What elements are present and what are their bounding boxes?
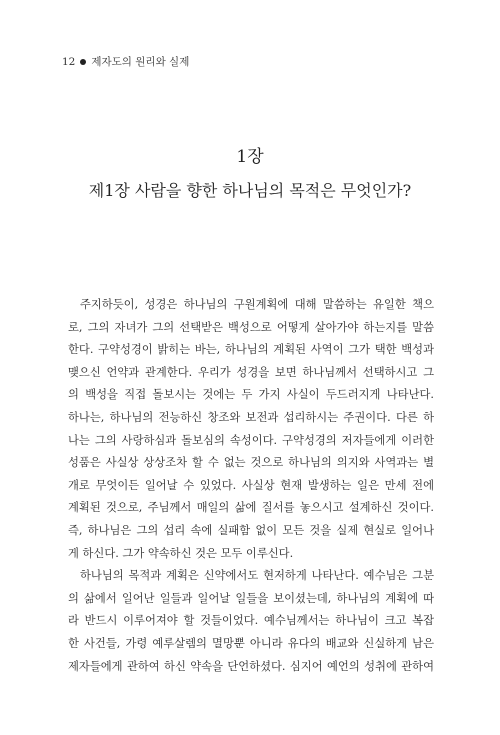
body-line: 하나님의 목적과 계획은 신약에서도 현저하게 나타난다. 예수님은 그분: [80, 569, 434, 583]
body-line: 라 반드시 이루어져야 할 것들이었다. 예수님께서는 하나님이 크고 복잡: [68, 614, 434, 628]
body-line: 하나는, 하나님의 전능하신 창조와 보전과 섭리하시는 주권이다. 다른 하: [68, 410, 434, 424]
body-line: 성품은 사실상 상상조차 할 수 없는 것으로 하나님의 의지와 사역과는 별: [68, 456, 434, 470]
body-line: 개로 무엇이든 일어날 수 있었다. 사실상 현재 발생하는 일은 만세 전에: [68, 478, 434, 492]
chapter-number: 1장: [236, 147, 264, 167]
body-line: 제자들에게 관하여 하신 약속을 단언하셨다. 심지어 예언의 성취에 관하여: [68, 659, 434, 673]
book-title: 제자도의 원리와 실제: [91, 56, 190, 68]
body-line: 게 하신다. 그가 약속하신 것은 모두 이루신다.: [68, 546, 294, 560]
body-line: 주지하듯이, 성경은 하나님의 구원계획에 대해 말씀하는 유일한 책으: [80, 298, 434, 311]
body-line: 의 백성을 직접 돌보시는 것에는 두 가지 사실이 두드러지게 나타난다.: [68, 388, 434, 402]
body-line: 즉, 하나님은 그의 섭리 속에 실패함 없이 모든 것을 실제 현실로 일어나: [68, 523, 434, 537]
body-line: 계획된 것으로, 주님께서 매일의 삶에 질서를 놓으시고 설계하신 것이다.: [68, 501, 434, 515]
bullet-dot-icon: [80, 59, 86, 65]
body-line: 나는 그의 사랑하심과 돌보심의 속성이다. 구약성경의 저자들에게 이러한: [68, 433, 434, 447]
body-line: 의 삶에서 일어난 일들과 일어날 일들을 보이셨는데, 하나님의 계획에 따: [68, 591, 434, 605]
body-line: 한다. 구약성경이 밝히는 바는, 하나님의 계획된 사역이 그가 택한 백성과: [68, 343, 434, 357]
body-line: 한 사건들, 가령 예루살렘의 멸망뿐 아니라 유다의 배교와 신실하게 남은: [68, 636, 434, 650]
running-head: [62, 54, 189, 69]
chapter-title: 제1장 사람을 향한 하나님의 목적은 무엇인가?: [88, 181, 412, 200]
page-number: 12: [62, 56, 76, 68]
body-line: 맺으신 언약과 관계한다. 우리가 성경을 보면 하나님께서 선택하시고 그: [68, 365, 434, 379]
body-line: 로, 그의 자녀가 그의 선택받은 백성으로 어떻게 살아가야 하는지를 말씀: [68, 320, 434, 334]
body-text: [68, 294, 434, 678]
